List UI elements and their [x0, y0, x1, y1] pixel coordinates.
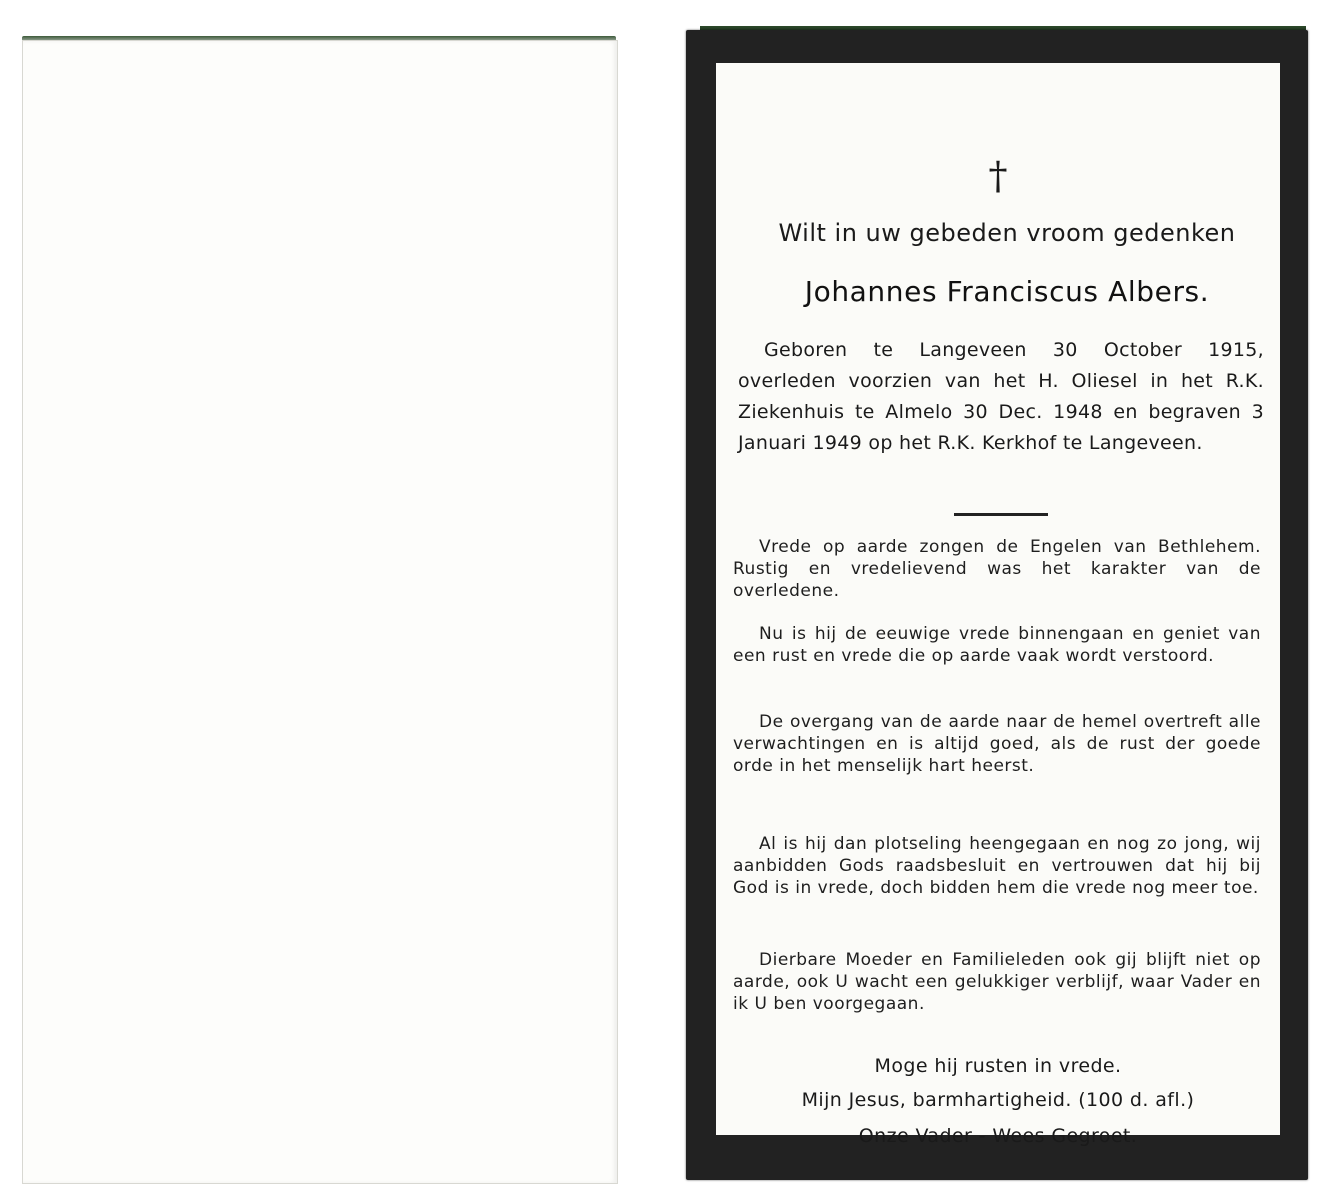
memorial-card-text-area: [716, 63, 1280, 1147]
divider-line: [954, 513, 1048, 516]
biography: Geboren te Langeveen 30 October 1915, overleden voorzien van het H. Oliesel in het R.K. Ziekenhuis te Almelo 30 Dec. 1948 en begraven 3 Januari 1949 op het R.K. Kerkhof te Langeveen.: [738, 339, 1264, 454]
paragraph-peace-on-earth: Vrede op aarde zongen de Engelen van Bethlehem. Rustig en vredelievend was het karakter van de overledene.: [733, 537, 1261, 601]
deceased-name: Johannes Franciscus Albers.: [804, 275, 1210, 308]
closing-prayer-mercy: Mijn Jesus, barmhartigheid. (100 d. afl.): [801, 1089, 1195, 1111]
blank-left-page: [22, 40, 618, 1184]
closing-rest-in-peace: Moge hij rusten in vrede.: [874, 1055, 1122, 1077]
paragraph-family-address: Dierbare Moeder en Familieleden ook gij blijft niet op aarde, ook U wacht een gelukkiger verblijf, waar Vader en ik U ben voorgegaan.: [733, 950, 1261, 1014]
memorial-card: [686, 30, 1308, 1180]
closing-prayers: Onze Vader - Wees Gegroet.: [858, 1125, 1138, 1147]
paragraph-sudden-passing: Al is hij dan plotseling heengegaan en nog zo jong, wij aanbidden Gods raadsbesluit en vertrouwen dat hij bij God is in vrede, doch bidden hem die vrede nog meer toe.: [733, 834, 1261, 898]
cross-icon: †: [988, 154, 1008, 198]
invocation-line: Wilt in uw gebeden vroom gedenken: [778, 219, 1236, 247]
paragraph-transition: De overgang van de aarde naar de hemel overtreft alle verwachtingen en is altijd goed, als de rust der goede orde in het menselijk hart heerst.: [733, 712, 1261, 776]
paragraph-eternal-peace: Nu is hij de eeuwige vrede binnengaan en geniet van een rust en vrede die op aarde vaak wordt verstoord.: [733, 624, 1261, 666]
